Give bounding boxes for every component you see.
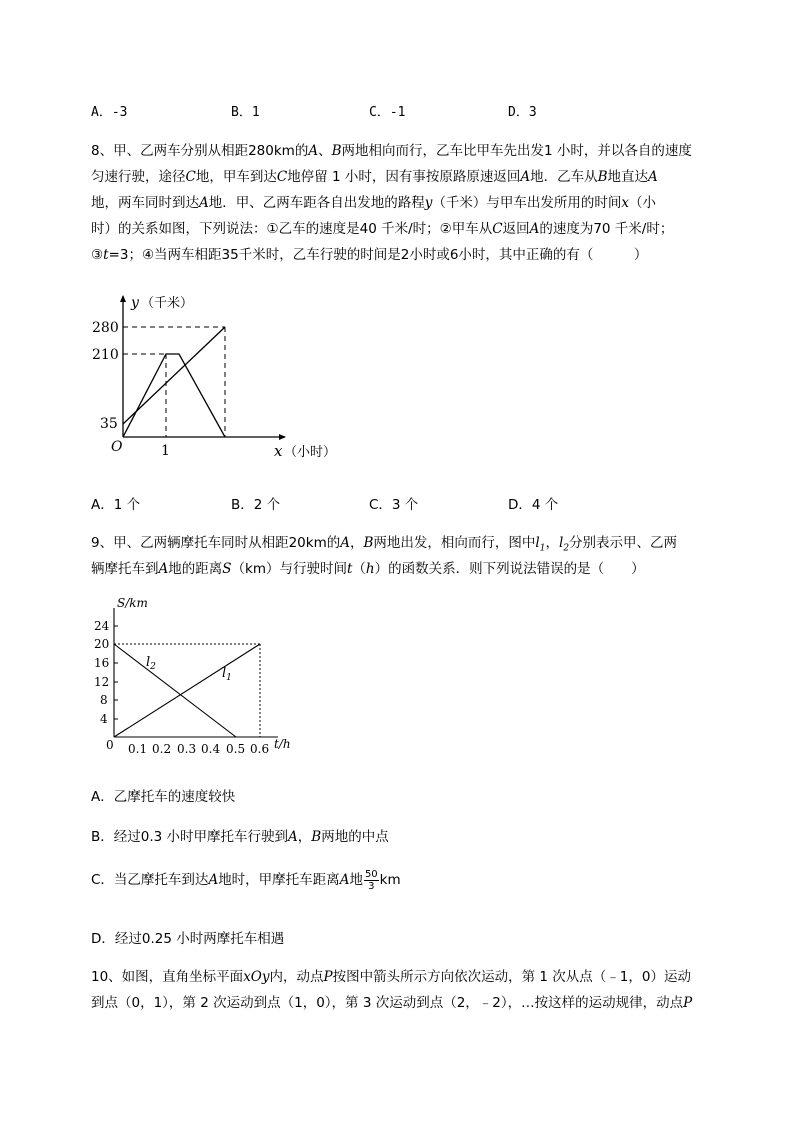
q8-x-unit: （小时） (284, 445, 337, 460)
q8-option-b: B．2 个 (231, 497, 281, 513)
q9-xtick-01: 0.1 (128, 742, 148, 756)
q9-l1-label: $l_1$ (222, 666, 232, 683)
q7-option-b: B．1 (231, 105, 260, 120)
q7-option-d: D．3 (508, 105, 537, 120)
q8-x-label: x (274, 442, 283, 460)
q9-option-d: D．经过0.25 小时两摩托车相遇 (91, 931, 285, 947)
q8-tick-280: 280 (92, 320, 119, 336)
q8-y-unit: （千米） (141, 296, 194, 311)
q9-line-2: 辆摩托车到A地的距离S（km）与行驶时间t（h）的函数关系．则下列说法错误的是（ ） (91, 561, 645, 577)
q8-origin: O (111, 439, 123, 455)
q9-line-l1 (114, 644, 260, 737)
q8-y-label: y (131, 295, 139, 311)
q8-graph (90, 286, 370, 466)
q9-xtick-03: 0.3 (177, 742, 197, 756)
q7-option-c: C．-1 (369, 105, 406, 120)
q9-x-label: t/h (274, 737, 291, 751)
q9-origin: 0 (106, 738, 114, 752)
q9-y-label: S/km (117, 596, 148, 610)
q9-ytick-8: 8 (100, 693, 108, 707)
q8-option-c: C．3 个 (369, 497, 419, 513)
q9-stem (91, 530, 751, 582)
q7-option-a: A．-3 (91, 105, 128, 120)
q9-xtick-05: 0.5 (226, 742, 246, 756)
q9-option-c: C．当乙摩托车到达A地时，甲摩托车距离A地 $\frac{50}{3}$ km (91, 868, 401, 892)
q9-ytick-12: 12 (94, 675, 110, 689)
q8-line-3: 地，两车同时到达A地．甲、乙两车距各自出发地的路程y（千米）与甲车出发所用的时间x（小 (91, 195, 657, 211)
q9-option-b: B．经过0.3 小时甲摩托车行驶到A，B两地的中点 (91, 829, 389, 845)
q9-xtick-02: 0.2 (152, 742, 172, 756)
q8-line-1: 8、甲、乙两车分别从相距280km的A、B两地相向而行，乙车比甲车先出发1 小时，并以各自的速度 (91, 143, 692, 159)
q9-graph (88, 596, 308, 761)
q9-ytick-20: 20 (94, 637, 110, 651)
q8-line-5: ③t=3；④当两车相距35千米时，乙车行驶的时间是2小时或6小时，其中正确的有（ ） (91, 247, 648, 263)
q9-xtick-04: 0.4 (201, 742, 221, 756)
q9-ytick-16: 16 (94, 656, 110, 670)
q8-line-2: 匀速行驶，途径C地，甲车到达C地停留 1 小时，因有事按原路原速返回A地．乙车从B地直达A (91, 169, 658, 185)
fraction-50-over-3: $\frac{50}{3}$ (364, 868, 378, 892)
q8-car-jia-line (123, 354, 225, 437)
q8-tick-1: 1 (161, 443, 170, 459)
q9-ytick-4: 4 (100, 712, 108, 726)
q8-line-4: 时）的关系如图，下列说法：①乙车的速度是40 千米/时；②甲车从C返回A的速度为70 千米/时； (91, 221, 674, 237)
q9-l2-label: $l_2$ (146, 655, 156, 672)
q10-line-2: 到点（0，1），第 2 次运动到点（1，0），第 3 次运动到点（2，﹣2），…按这样的运动规律，动点P (91, 995, 693, 1011)
q9-ytick-24: 24 (94, 619, 110, 633)
q9-option-a: A．乙摩托车的速度较快 (91, 789, 236, 805)
q8-option-a: A．1 个 (91, 497, 141, 513)
q8-stem (91, 138, 751, 268)
q9-y-ticks (94, 619, 110, 726)
q9-line-1: 9、甲、乙两辆摩托车同时从相距20km的A，B两地出发，相向而行，图中$l_1$，$l_2$分别表示甲、乙两 (91, 535, 678, 554)
q9-xtick-06: 0.6 (250, 742, 270, 756)
q8-tick-35: 35 (100, 416, 118, 432)
q10-stem (91, 964, 751, 1016)
q10-line-1: 10、如图，直角坐标平面xOy内，动点P按图中箭头所示方向依次运动，第 1 次从点（﹣1，0）运动 (91, 969, 691, 985)
q8-option-d: D．4 个 (508, 497, 559, 513)
q9-line-l2 (114, 644, 236, 737)
q8-tick-210: 210 (92, 347, 119, 363)
